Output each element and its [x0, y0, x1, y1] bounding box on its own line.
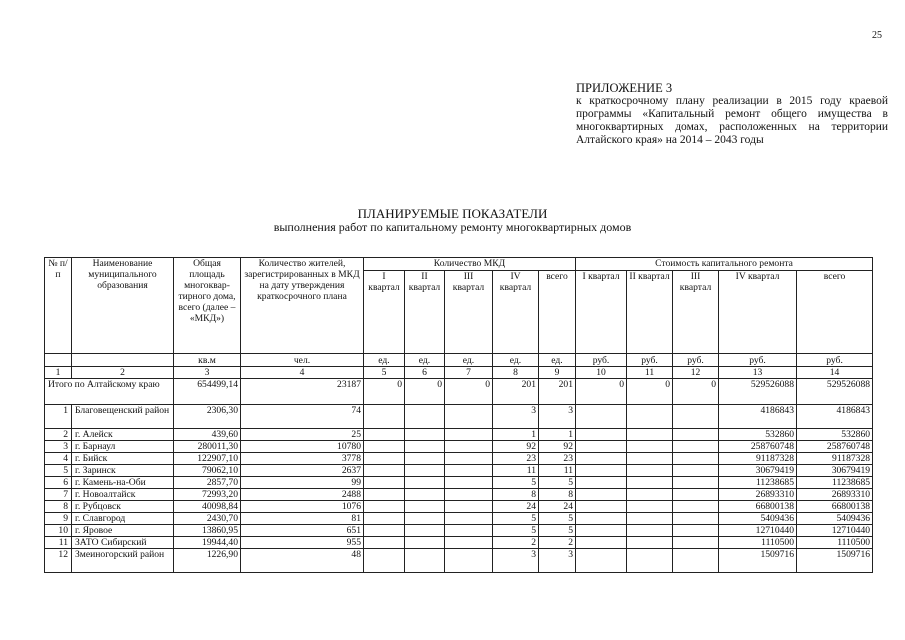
- mkd-q4-cell: 3: [493, 549, 539, 573]
- empty-cell: [627, 549, 673, 573]
- mkd-q4-cell: 11: [493, 465, 539, 477]
- column-number: 12: [673, 367, 719, 379]
- appendix-block: [576, 82, 888, 147]
- header-residents: Количество жителей, зарегистрированных в МКД на дату утверждения краткосрочного плана: [241, 258, 364, 354]
- empty-cell: [405, 537, 445, 549]
- header-mkd-q1: I квартал: [364, 271, 405, 354]
- row-number: 5: [45, 465, 72, 477]
- cost-total-cell: 11238685: [797, 477, 873, 489]
- municipality-name: г. Новоалтайск: [72, 489, 174, 501]
- empty-cell: [364, 405, 405, 429]
- empty-cell: [576, 429, 627, 441]
- area-cell: 79062,10: [174, 465, 241, 477]
- empty-cell: [445, 477, 493, 489]
- empty-cell: [576, 525, 627, 537]
- cost-q4-cell: 91187328: [719, 453, 797, 465]
- empty-cell: [445, 429, 493, 441]
- column-numbers-row: [45, 367, 873, 379]
- empty-cell: [405, 489, 445, 501]
- header-cost-group: Стоимость капитального ремонта: [576, 258, 873, 271]
- empty-cell: [673, 549, 719, 573]
- cost-total-cell: 91187328: [797, 453, 873, 465]
- total-cost-total: 529526088: [797, 379, 873, 405]
- empty-cell: [445, 537, 493, 549]
- table-row: [45, 525, 873, 537]
- total-cost-q4: 529526088: [719, 379, 797, 405]
- empty-cell: [627, 537, 673, 549]
- empty-cell: [405, 429, 445, 441]
- header-mkd-q2: II квартал: [405, 271, 445, 354]
- cost-q4-cell: 66800138: [719, 501, 797, 513]
- area-cell: 2306,30: [174, 405, 241, 429]
- column-number: 9: [539, 367, 576, 379]
- total-residents: 23187: [241, 379, 364, 405]
- empty-cell: [445, 489, 493, 501]
- appendix-text: к краткосрочному плану реализации в 2015 году краевой программы «Капитальный ремонт общего имущества в многоквартирных домах, расположенных на территории Алтайского края» на 2014 – 2043 годы: [576, 95, 888, 146]
- table-row: [45, 489, 873, 501]
- empty-cell: [576, 501, 627, 513]
- cost-q4-cell: 532860: [719, 429, 797, 441]
- total-row: [45, 379, 873, 405]
- empty-cell: [364, 429, 405, 441]
- mkd-q4-cell: 5: [493, 525, 539, 537]
- cost-total-cell: 1110500: [797, 537, 873, 549]
- total-mkd-q4: 201: [493, 379, 539, 405]
- empty-cell: [627, 405, 673, 429]
- municipality-name: г. Алейск: [72, 429, 174, 441]
- appendix-title: ПРИЛОЖЕНИЕ 3: [576, 81, 673, 95]
- empty-cell: [627, 465, 673, 477]
- row-number: 11: [45, 537, 72, 549]
- column-number: 2: [72, 367, 174, 379]
- mkd-total-cell: 5: [539, 513, 576, 525]
- table-row: [45, 513, 873, 525]
- row-number: 10: [45, 525, 72, 537]
- empty-cell: [627, 501, 673, 513]
- municipality-name: ЗАТО Сибирский: [72, 537, 174, 549]
- unit-cell: ед.: [445, 354, 493, 367]
- empty-cell: [405, 549, 445, 573]
- table-row: [45, 429, 873, 441]
- municipality-name: г. Яровое: [72, 525, 174, 537]
- column-number: 1: [45, 367, 72, 379]
- mkd-total-cell: 92: [539, 441, 576, 453]
- empty-cell: [445, 525, 493, 537]
- total-cost-q2: 0: [627, 379, 673, 405]
- empty-cell: [364, 465, 405, 477]
- row-number: 12: [45, 549, 72, 573]
- mkd-total-cell: 24: [539, 501, 576, 513]
- municipality-name: Змеиногорский район: [72, 549, 174, 573]
- empty-cell: [673, 501, 719, 513]
- unit-cell: руб.: [673, 354, 719, 367]
- total-mkd-total: 201: [539, 379, 576, 405]
- empty-cell: [364, 477, 405, 489]
- residents-cell: 651: [241, 525, 364, 537]
- table-row: [45, 501, 873, 513]
- column-number: 7: [445, 367, 493, 379]
- empty-cell: [673, 405, 719, 429]
- municipality-name: г. Барнаул: [72, 441, 174, 453]
- unit-cell: ед.: [405, 354, 445, 367]
- header-cost-q1: I квартал: [576, 271, 627, 354]
- total-cost-q1: 0: [576, 379, 627, 405]
- unit-cell: ед.: [539, 354, 576, 367]
- row-number: 1: [45, 405, 72, 429]
- table-row: [45, 465, 873, 477]
- empty-cell: [627, 489, 673, 501]
- total-row-label: Итого по Алтайскому краю: [45, 379, 174, 405]
- mkd-total-cell: 11: [539, 465, 576, 477]
- column-number: 4: [241, 367, 364, 379]
- total-area: 654499,14: [174, 379, 241, 405]
- empty-cell: [405, 477, 445, 489]
- area-cell: 280011,30: [174, 441, 241, 453]
- empty-cell: [364, 513, 405, 525]
- municipality-name: г. Бийск: [72, 453, 174, 465]
- mkd-q4-cell: 24: [493, 501, 539, 513]
- column-number: 10: [576, 367, 627, 379]
- empty-cell: [576, 477, 627, 489]
- cost-total-cell: 26893310: [797, 489, 873, 501]
- empty-cell: [445, 549, 493, 573]
- table-row: [45, 477, 873, 489]
- mkd-q4-cell: 1: [493, 429, 539, 441]
- residents-cell: 25: [241, 429, 364, 441]
- empty-cell: [405, 465, 445, 477]
- cost-total-cell: 4186843: [797, 405, 873, 429]
- municipality-name: г. Камень-на-Оби: [72, 477, 174, 489]
- empty-cell: [364, 489, 405, 501]
- empty-cell: [576, 549, 627, 573]
- area-cell: 19944,40: [174, 537, 241, 549]
- residents-cell: 10780: [241, 441, 364, 453]
- residents-cell: 74: [241, 405, 364, 429]
- empty-cell: [627, 513, 673, 525]
- empty-cell: [576, 441, 627, 453]
- mkd-total-cell: 1: [539, 429, 576, 441]
- empty-cell: [673, 489, 719, 501]
- empty-cell: [405, 441, 445, 453]
- cost-q4-cell: 12710440: [719, 525, 797, 537]
- empty-cell: [405, 525, 445, 537]
- cost-total-cell: 12710440: [797, 525, 873, 537]
- unit-cell: руб.: [576, 354, 627, 367]
- header-cost-q4: IV квартал: [719, 271, 797, 354]
- unit-cell: кв.м: [174, 354, 241, 367]
- cost-q4-cell: 4186843: [719, 405, 797, 429]
- cost-total-cell: 5409436: [797, 513, 873, 525]
- empty-cell: [445, 501, 493, 513]
- column-number: 6: [405, 367, 445, 379]
- empty-cell: [673, 513, 719, 525]
- empty-cell: [445, 513, 493, 525]
- row-number: 6: [45, 477, 72, 489]
- mkd-total-cell: 2: [539, 537, 576, 549]
- municipality-name: г. Славгород: [72, 513, 174, 525]
- header-no: № п/п: [45, 258, 72, 354]
- empty-cell: [364, 549, 405, 573]
- header-mkd-q4: IV квартал: [493, 271, 539, 354]
- row-number: 4: [45, 453, 72, 465]
- header-cost-q3: III квартал: [673, 271, 719, 354]
- empty-cell: [627, 525, 673, 537]
- empty-cell: [673, 525, 719, 537]
- document-title: ПЛАНИРУЕМЫЕ ПОКАЗАТЕЛИ: [357, 206, 548, 221]
- empty-cell: [673, 429, 719, 441]
- units-row: [45, 354, 873, 367]
- empty-cell: [576, 537, 627, 549]
- empty-cell: [627, 453, 673, 465]
- total-mkd-q3: 0: [445, 379, 493, 405]
- unit-cell: чел.: [241, 354, 364, 367]
- empty-cell: [673, 477, 719, 489]
- cost-q4-cell: 11238685: [719, 477, 797, 489]
- empty-cell: [364, 525, 405, 537]
- unit-cell: ед.: [364, 354, 405, 367]
- residents-cell: 1076: [241, 501, 364, 513]
- mkd-total-cell: 5: [539, 525, 576, 537]
- column-number: 8: [493, 367, 539, 379]
- mkd-q4-cell: 23: [493, 453, 539, 465]
- document-heading: [0, 207, 905, 234]
- empty-cell: [576, 513, 627, 525]
- empty-cell: [405, 513, 445, 525]
- empty-cell: [673, 465, 719, 477]
- cost-q4-cell: 1110500: [719, 537, 797, 549]
- cost-total-cell: 1509716: [797, 549, 873, 573]
- municipality-name: г. Рубцовск: [72, 501, 174, 513]
- total-mkd-q1: 0: [364, 379, 405, 405]
- empty-cell: [576, 489, 627, 501]
- mkd-total-cell: 5: [539, 477, 576, 489]
- column-number: 5: [364, 367, 405, 379]
- row-number: 3: [45, 441, 72, 453]
- table-row: [45, 549, 873, 573]
- area-cell: 72993,20: [174, 489, 241, 501]
- mkd-q4-cell: 5: [493, 513, 539, 525]
- unit-cell-blank: [45, 354, 72, 367]
- header-mkd-group: Количество МКД: [364, 258, 576, 271]
- cost-total-cell: 258760748: [797, 441, 873, 453]
- residents-cell: 99: [241, 477, 364, 489]
- empty-cell: [445, 453, 493, 465]
- table-row: [45, 537, 873, 549]
- cost-total-cell: 66800138: [797, 501, 873, 513]
- mkd-total-cell: 3: [539, 549, 576, 573]
- empty-cell: [576, 465, 627, 477]
- area-cell: 2857,70: [174, 477, 241, 489]
- empty-cell: [673, 441, 719, 453]
- empty-cell: [364, 441, 405, 453]
- area-cell: 439,60: [174, 429, 241, 441]
- cost-total-cell: 30679419: [797, 465, 873, 477]
- empty-cell: [673, 453, 719, 465]
- page-number: 25: [872, 30, 882, 41]
- header-mkd-q3: III квартал: [445, 271, 493, 354]
- area-cell: 1226,90: [174, 549, 241, 573]
- total-mkd-q2: 0: [405, 379, 445, 405]
- document-subtitle: выполнения работ по капитальному ремонту многоквартирных домов: [273, 220, 632, 234]
- municipality-name: Благовещенский район: [72, 405, 174, 429]
- table-row: [45, 453, 873, 465]
- residents-cell: 48: [241, 549, 364, 573]
- residents-cell: 2488: [241, 489, 364, 501]
- municipality-name: г. Заринск: [72, 465, 174, 477]
- empty-cell: [445, 441, 493, 453]
- area-cell: 2430,70: [174, 513, 241, 525]
- row-number: 9: [45, 513, 72, 525]
- area-cell: 40098,84: [174, 501, 241, 513]
- empty-cell: [673, 537, 719, 549]
- cost-q4-cell: 1509716: [719, 549, 797, 573]
- cost-q4-cell: 30679419: [719, 465, 797, 477]
- cost-q4-cell: 258760748: [719, 441, 797, 453]
- empty-cell: [364, 501, 405, 513]
- area-cell: 122907,10: [174, 453, 241, 465]
- empty-cell: [445, 465, 493, 477]
- table-row: [45, 441, 873, 453]
- empty-cell: [627, 441, 673, 453]
- cost-q4-cell: 26893310: [719, 489, 797, 501]
- residents-cell: 955: [241, 537, 364, 549]
- mkd-total-cell: 23: [539, 453, 576, 465]
- empty-cell: [364, 453, 405, 465]
- mkd-total-cell: 3: [539, 405, 576, 429]
- row-number: 2: [45, 429, 72, 441]
- header-cost-q2: II квартал: [627, 271, 673, 354]
- empty-cell: [364, 537, 405, 549]
- empty-cell: [405, 501, 445, 513]
- cost-total-cell: 532860: [797, 429, 873, 441]
- area-cell: 13860,95: [174, 525, 241, 537]
- empty-cell: [445, 405, 493, 429]
- mkd-q4-cell: 3: [493, 405, 539, 429]
- mkd-q4-cell: 5: [493, 477, 539, 489]
- column-number: 11: [627, 367, 673, 379]
- empty-cell: [405, 453, 445, 465]
- header-name: Наименование муниципального образования: [72, 258, 174, 354]
- column-number: 3: [174, 367, 241, 379]
- indicators-table: [44, 257, 873, 573]
- residents-cell: 3778: [241, 453, 364, 465]
- total-cost-q3: 0: [673, 379, 719, 405]
- mkd-total-cell: 8: [539, 489, 576, 501]
- residents-cell: 2637: [241, 465, 364, 477]
- header-area: Общая площадь многоквар-тирного дома, всего (далее – «МКД»): [174, 258, 241, 354]
- mkd-q4-cell: 92: [493, 441, 539, 453]
- unit-cell: руб.: [627, 354, 673, 367]
- empty-cell: [627, 477, 673, 489]
- empty-cell: [627, 429, 673, 441]
- unit-cell: руб.: [719, 354, 797, 367]
- unit-cell: ед.: [493, 354, 539, 367]
- empty-cell: [576, 405, 627, 429]
- mkd-q4-cell: 2: [493, 537, 539, 549]
- header-mkd-total: всего: [539, 271, 576, 354]
- cost-q4-cell: 5409436: [719, 513, 797, 525]
- row-number: 8: [45, 501, 72, 513]
- column-number: 13: [719, 367, 797, 379]
- empty-cell: [405, 405, 445, 429]
- header-cost-total: всего: [797, 271, 873, 354]
- empty-cell: [576, 453, 627, 465]
- table-row: [45, 405, 873, 429]
- unit-cell-blank: [72, 354, 174, 367]
- residents-cell: 81: [241, 513, 364, 525]
- unit-cell: руб.: [797, 354, 873, 367]
- column-number: 14: [797, 367, 873, 379]
- row-number: 7: [45, 489, 72, 501]
- mkd-q4-cell: 8: [493, 489, 539, 501]
